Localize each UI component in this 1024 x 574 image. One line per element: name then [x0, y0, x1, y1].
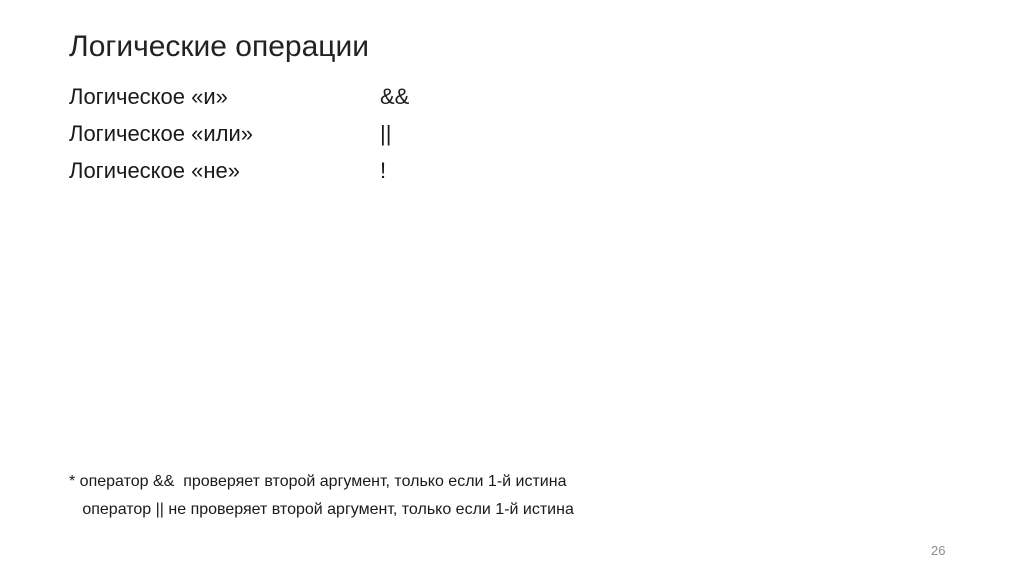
slide-title: Логические операции — [69, 30, 369, 63]
operation-name: Логическое «или» — [69, 121, 254, 146]
operation-name: Логическое «не» — [69, 158, 240, 183]
footnote-or: оператор || не проверяет второй аргумент, только если 1-й истина — [69, 501, 574, 518]
operation-name: Логическое «и» — [69, 84, 228, 109]
page-number: 26 — [931, 543, 946, 558]
operation-symbol: || — [380, 121, 392, 146]
footnotes — [69, 470, 574, 526]
operation-symbol: ! — [380, 158, 387, 183]
operation-symbol: && — [380, 84, 410, 109]
footnote-and: * оператор && проверяет второй аргумент, только если 1-й истина — [69, 473, 567, 490]
